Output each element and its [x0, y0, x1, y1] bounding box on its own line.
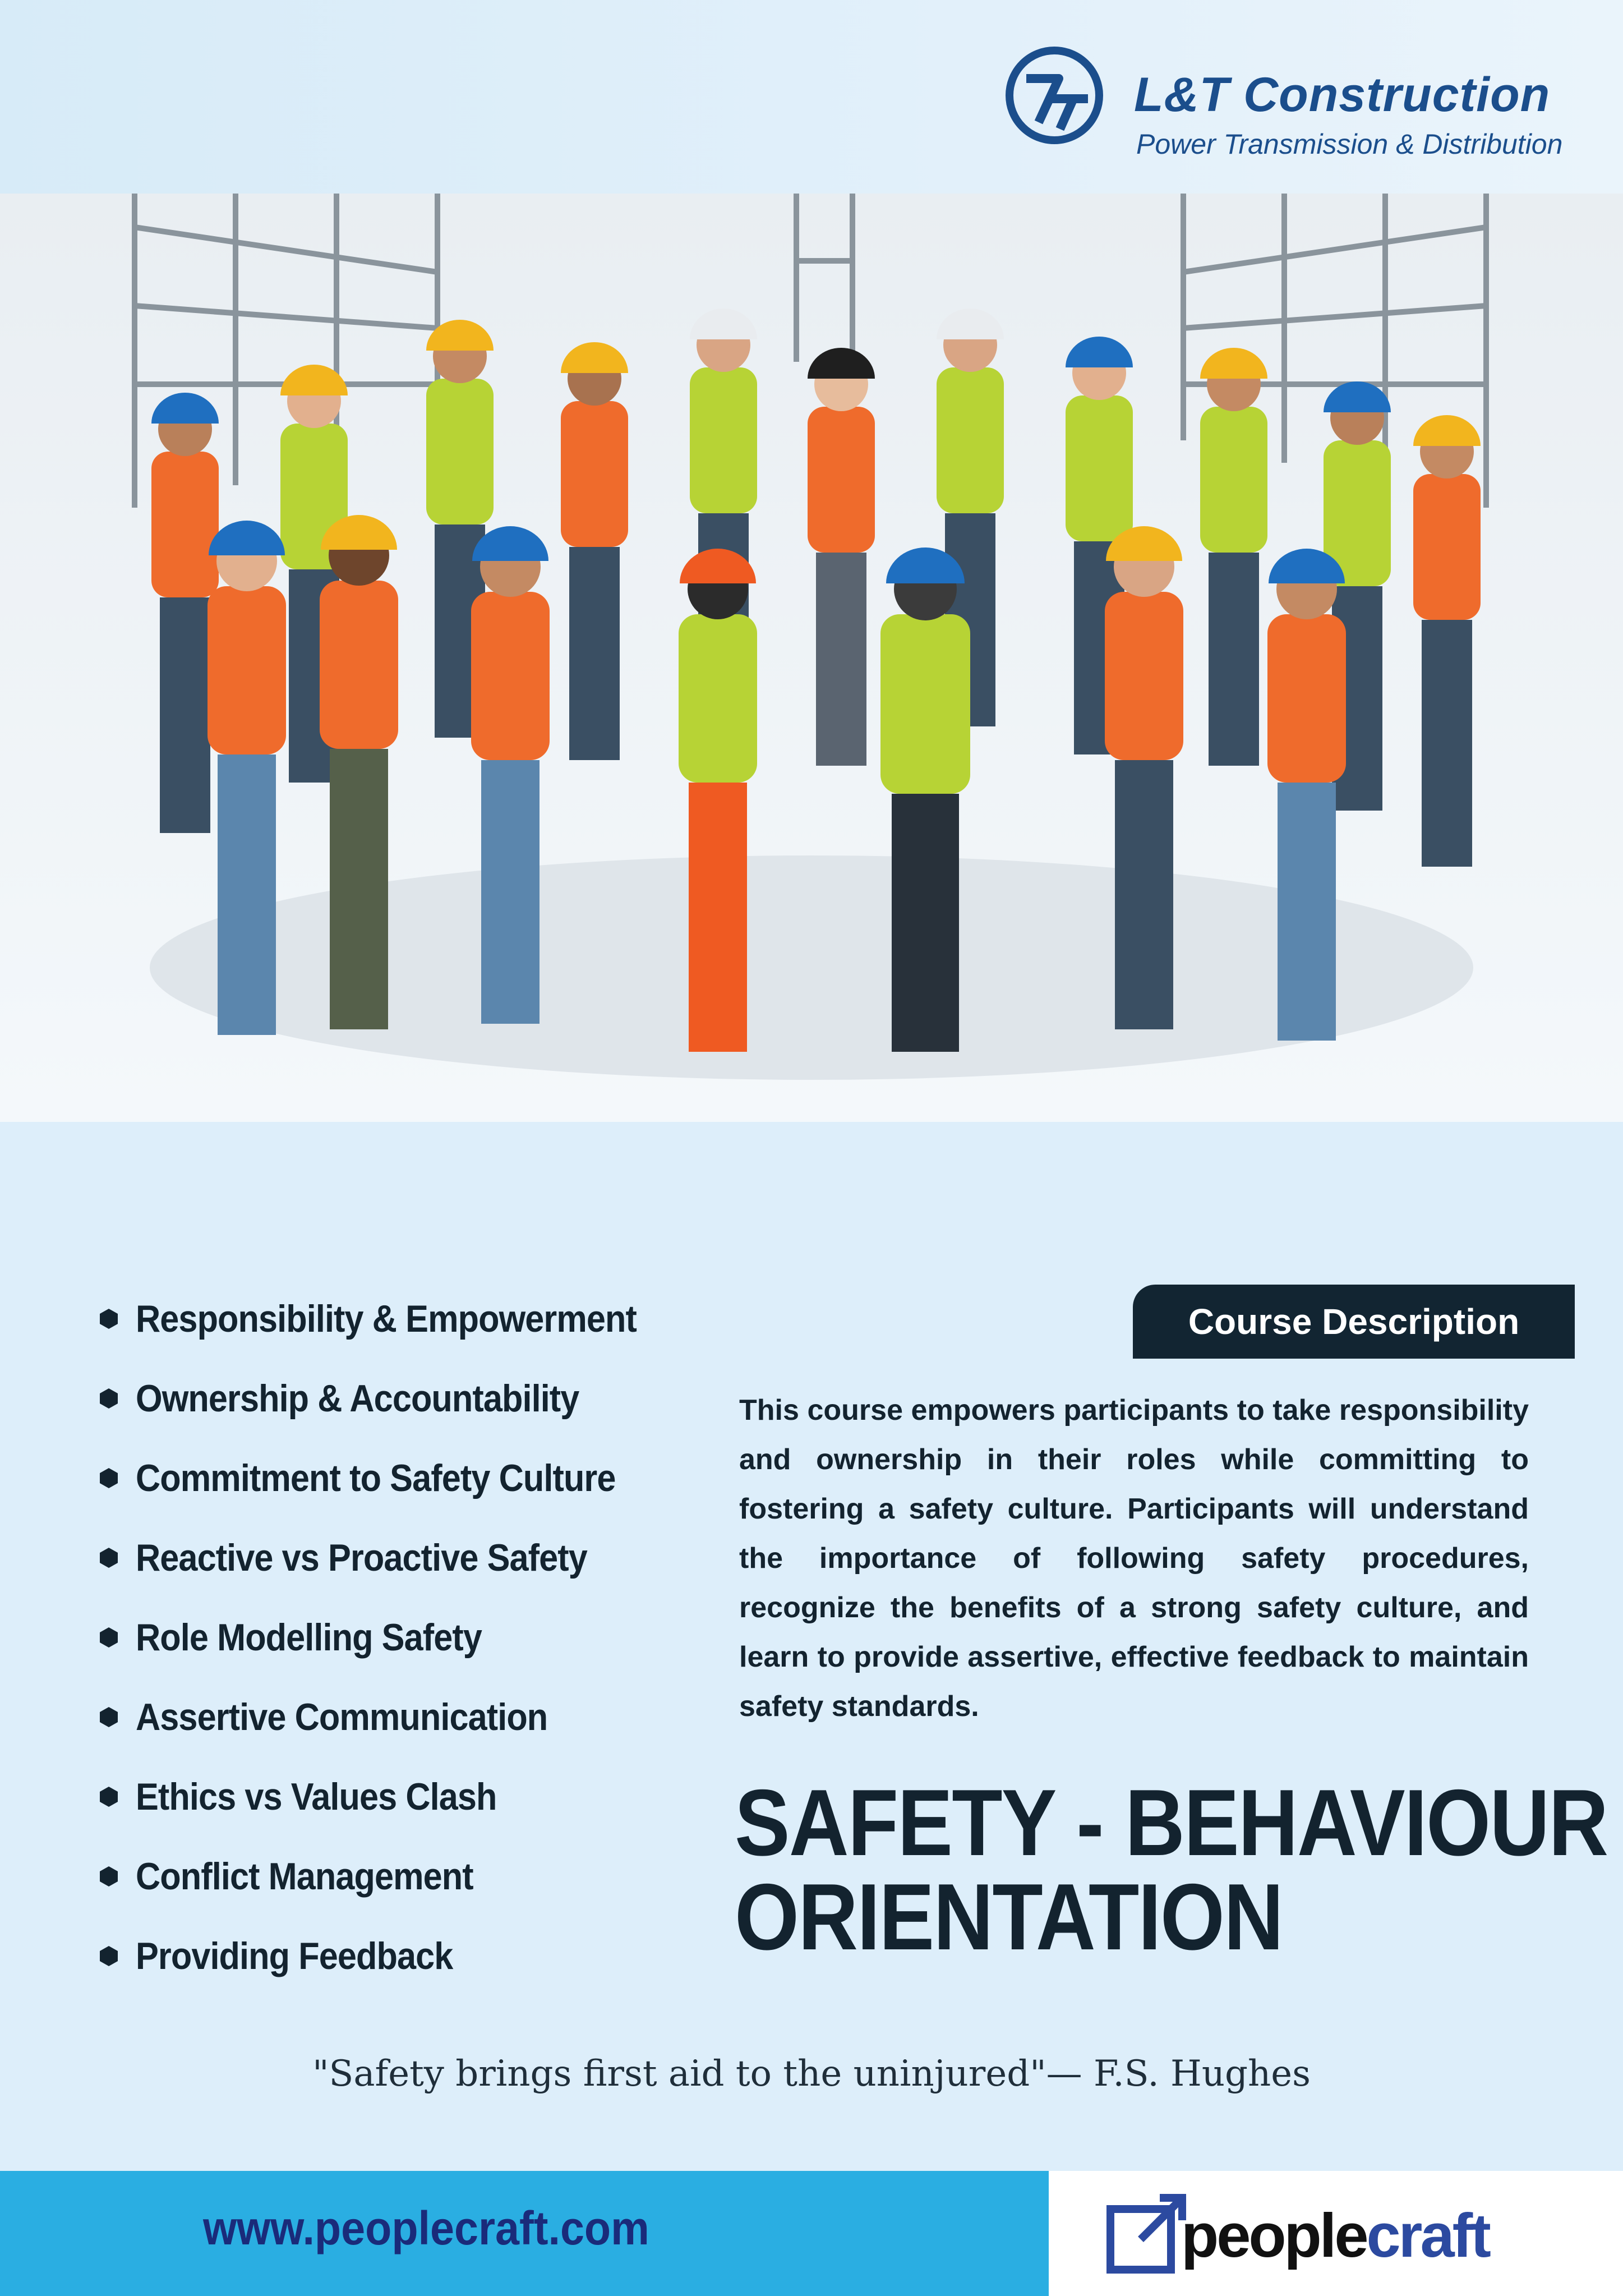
- list-item: [95, 1837, 740, 1916]
- footer-website-bar: [0, 2171, 1049, 2296]
- bullet-icon: [98, 1387, 120, 1410]
- course-title-line-1: SAFETY - BEHAVIOUR: [735, 1770, 1608, 1875]
- topic-label: Commitment to Safety Culture: [136, 1457, 616, 1499]
- topic-label: Role Modelling Safety: [136, 1616, 482, 1659]
- course-title: [735, 1770, 1608, 1970]
- list-item: [95, 1279, 740, 1359]
- bullet-icon: [98, 1626, 120, 1649]
- header: [0, 0, 1623, 194]
- hero-illustration: [0, 194, 1623, 1122]
- list-item: [95, 1359, 740, 1438]
- topic-label: Assertive Communication: [136, 1696, 548, 1738]
- bullet-icon: [98, 1308, 120, 1330]
- list-item: [95, 1916, 740, 1996]
- bullet-icon: [98, 1786, 120, 1808]
- lt-logo-icon: [1004, 45, 1105, 146]
- wordmark-people: people: [1181, 2201, 1367, 2270]
- topic-label: Conflict Management: [136, 1855, 473, 1898]
- safety-quote: "Safety brings first aid to the uninjured"— F.S. Hughes: [312, 2053, 1311, 2095]
- bullet-icon: [98, 1945, 120, 1967]
- list-item: [95, 1598, 740, 1677]
- wordmark-craft: craft: [1366, 2201, 1489, 2270]
- website-link[interactable]: www.peoplecraft.com: [203, 2202, 649, 2254]
- topic-label: Reactive vs Proactive Safety: [136, 1536, 587, 1579]
- topic-label: Ethics vs Values Clash: [136, 1775, 497, 1818]
- brand-tagline: Power Transmission & Distribution: [1136, 128, 1563, 160]
- bullet-icon: [98, 1467, 120, 1489]
- course-description-tab: Course Description: [1133, 1285, 1575, 1359]
- workers-illustration: [0, 194, 1623, 1122]
- topic-label: Responsibility & Empowerment: [136, 1297, 637, 1340]
- bullet-icon: [98, 1547, 120, 1569]
- list-item: [95, 1518, 740, 1598]
- topic-label: Providing Feedback: [136, 1935, 453, 1977]
- list-item: [95, 1757, 740, 1837]
- brand-name: L&T Construction: [1134, 68, 1551, 122]
- course-description-text: This course empowers participants to take responsibility and ownership in their roles while committing to fostering a safety culture. Participants will understand the importance of following safety procedures, recognize the benefits of a strong safety culture, and learn to provide assertive, effective feedback to maintain safety standards.: [739, 1394, 1529, 1723]
- lt-brand[interactable]: [1004, 45, 1598, 168]
- topics-list: [95, 1279, 740, 1996]
- course-title-line-2: ORIENTATION: [735, 1864, 1283, 1970]
- list-item: [95, 1438, 740, 1518]
- list-item: [95, 1677, 740, 1757]
- peoplecraft-wordmark: [1181, 2200, 1489, 2271]
- bullet-icon: [98, 1706, 120, 1728]
- footer-brand[interactable]: [1049, 2171, 1623, 2296]
- bullet-icon: [98, 1865, 120, 1888]
- peoplecraft-logo-icon: [1104, 2187, 1193, 2276]
- topic-label: Ownership & Accountability: [136, 1377, 579, 1420]
